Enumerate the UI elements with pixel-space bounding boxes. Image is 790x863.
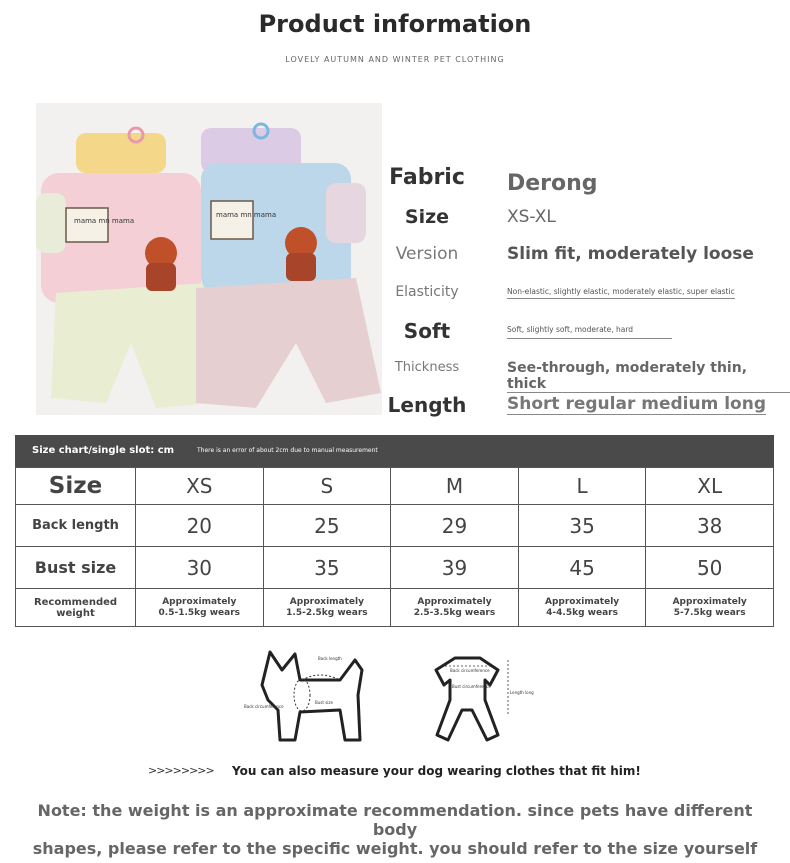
bust-cell: 45 — [518, 547, 646, 589]
patch-text-left: mama mn mama — [74, 217, 135, 225]
back-length-cell: 25 — [263, 505, 391, 547]
length-label: Length — [387, 393, 467, 417]
back-length-cell: 20 — [136, 505, 264, 547]
elasticity-label: Elasticity — [395, 284, 459, 300]
table-row — [16, 468, 774, 505]
page-subtitle: LOVELY AUTUMN AND WINTER PET CLOTHING — [285, 55, 505, 64]
length-value: Short regular medium long — [507, 394, 766, 414]
weight-line: 1.5-2.5kg wears — [286, 607, 368, 618]
size-cell: XS — [136, 468, 264, 505]
weight-cell — [263, 589, 391, 627]
weight-line: Approximately — [672, 596, 747, 607]
back-length-cell: 35 — [518, 505, 646, 547]
page-title: Product information — [258, 10, 532, 38]
back-length-cell: 38 — [646, 505, 774, 547]
garment-bust-label: Bust circumference — [452, 684, 491, 689]
size-value: XS-XL — [507, 207, 556, 227]
table-row — [16, 589, 774, 627]
product-photo — [36, 103, 382, 415]
soft-label: Soft — [403, 319, 451, 343]
weight-line: 0.5-1.5kg wears — [158, 607, 241, 618]
weight-line: 2.5-3.5kg wears — [413, 607, 496, 618]
weight-cell — [518, 589, 646, 627]
bust-cell: 35 — [263, 547, 391, 589]
size-chart-note: There is an error of about 2cm due to manual measurement — [197, 447, 378, 454]
weight-cell — [391, 589, 519, 627]
bust-header: Bust size — [16, 547, 136, 589]
weight-header: Recommended weight — [16, 589, 136, 627]
fabric-label: Fabric — [389, 165, 465, 190]
elasticity-value: Non-elastic, slightly elastic, moderately elastic, super elastic — [507, 287, 735, 299]
measurement-diagram — [240, 640, 540, 750]
thickness-value: See-through, moderately thin, thick — [507, 360, 790, 393]
weight-line: Approximately — [544, 596, 620, 607]
weight-line: 5-7.5kg wears — [673, 607, 746, 618]
table-row — [16, 505, 774, 547]
dog-back-length-label: Back length — [318, 656, 342, 661]
soft-value: Soft, slightly soft, moderate, hard — [507, 325, 672, 339]
size-header: Size — [16, 468, 136, 505]
size-chart-header — [15, 435, 774, 467]
note-line: shapes, please refer to the specific weight. you should refer to the size yourself — [32, 839, 758, 858]
thickness-label: Thickness — [394, 360, 460, 375]
weight-line: Approximately — [289, 596, 364, 607]
back-length-header: Back length — [16, 505, 136, 547]
table-row — [16, 547, 774, 589]
version-value: Slim fit, moderately loose — [507, 244, 754, 264]
size-cell: M — [391, 468, 519, 505]
size-cell: S — [263, 468, 391, 505]
dog-outline-icon — [262, 652, 362, 740]
weight-cell — [646, 589, 774, 627]
dog-bust-label: Bust size — [315, 700, 333, 705]
weight-line: 4-4.5kg wears — [546, 607, 618, 618]
weight-line: Approximately — [162, 596, 237, 607]
size-chart-unit: Size chart/single slot: cm — [32, 445, 175, 456]
garment-back-label: Back circumference — [450, 668, 490, 673]
size-cell: XL — [646, 468, 774, 505]
garment-length-label: Length long — [510, 690, 534, 695]
size-cell: L — [518, 468, 646, 505]
back-length-cell: 29 — [391, 505, 519, 547]
measure-tip: You can also measure your dog wearing clothes that fit him! — [232, 764, 641, 778]
bust-cell: 39 — [391, 547, 519, 589]
version-label: Version — [395, 244, 459, 264]
weight-note — [20, 801, 770, 858]
weight-cell — [136, 589, 264, 627]
size-chart-table — [15, 467, 774, 627]
size-label: Size — [404, 206, 450, 228]
fabric-value: Derong — [507, 171, 598, 196]
arrows-decoration: >>>>>>>> — [148, 764, 214, 777]
dog-back-circ-label: Back circumference — [244, 704, 284, 709]
weight-line: Approximately — [417, 596, 492, 607]
bust-cell: 30 — [136, 547, 264, 589]
bust-cell: 50 — [646, 547, 774, 589]
patch-text-right: mama mn mama — [216, 211, 277, 219]
note-line: Note: the weight is an approximate recommendation. since pets have different body — [37, 801, 753, 839]
